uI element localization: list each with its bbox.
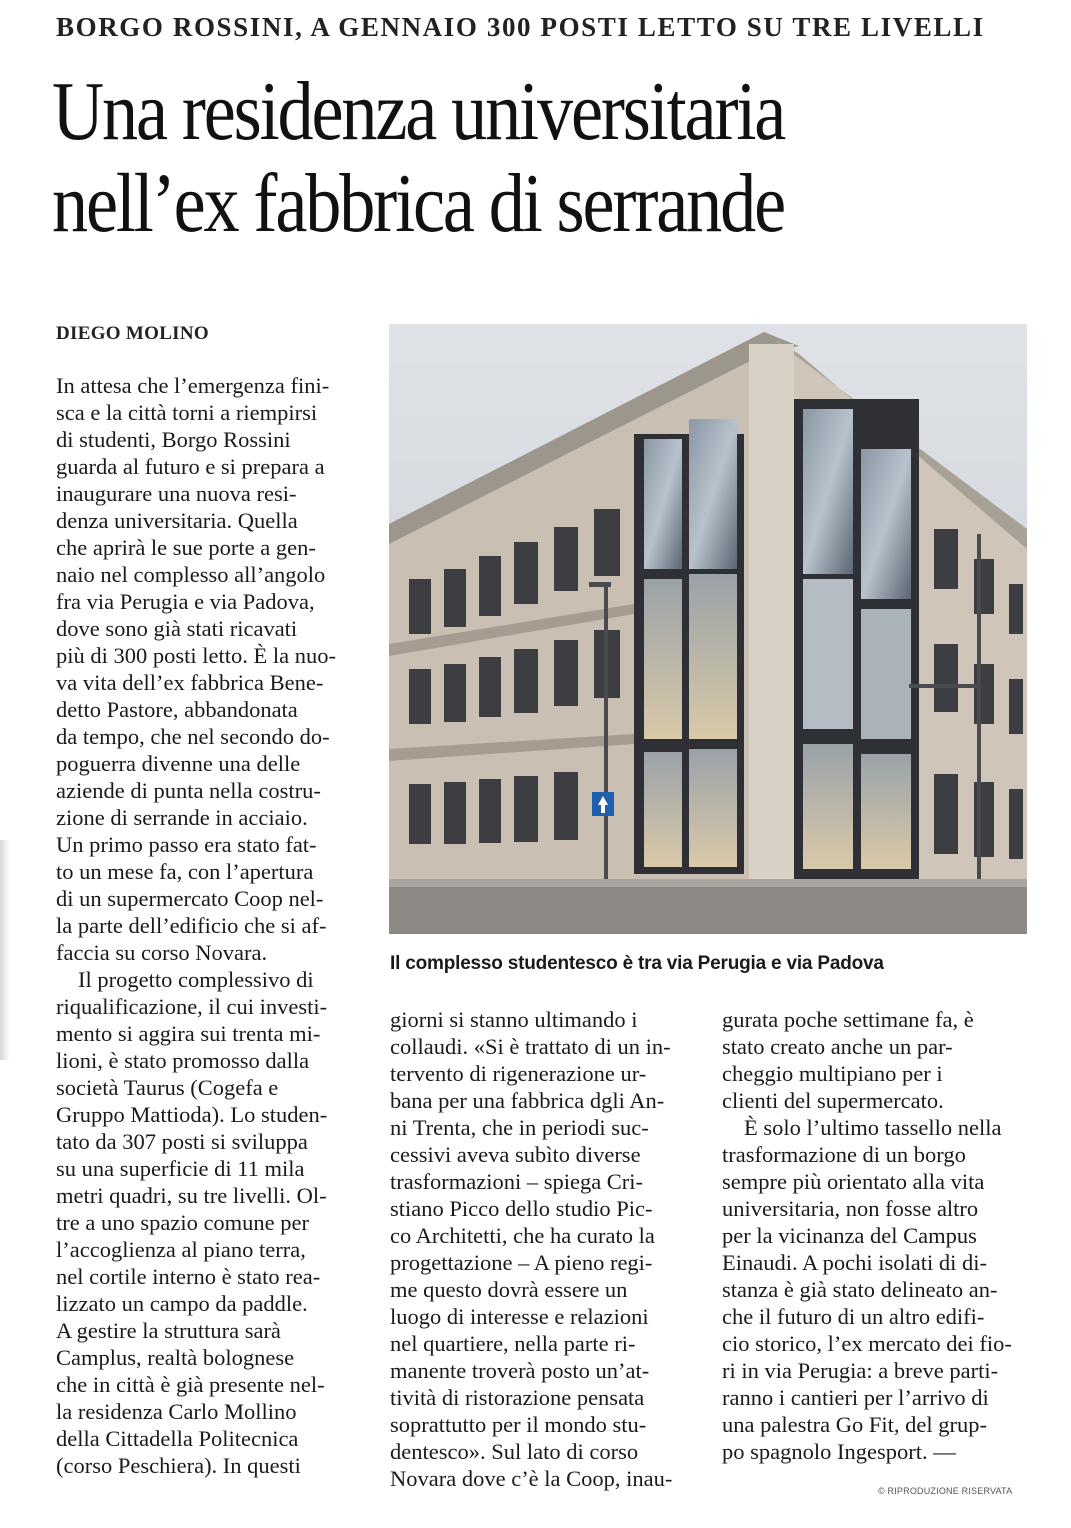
- article-line: per la vicinanza del Campus: [722, 1223, 977, 1248]
- kicker: BORGO ROSSINI, A GENNAIO 300 POSTI LETTO SU TRE LIVELLI: [56, 12, 985, 42]
- article-line: manente troverà posto un’at-: [390, 1358, 650, 1383]
- article-line: che aprirà le sue porte a gen-: [56, 535, 316, 560]
- article-line: Novara dove c’è la Coop, inau-: [390, 1466, 673, 1491]
- article-line: lioni, è stato promosso dalla: [56, 1048, 310, 1073]
- article-line: società Taurus (Cogefa e: [56, 1075, 279, 1100]
- article-line: tre a uno spazio comune per: [56, 1210, 310, 1235]
- article-line: su una superficie di 11 mila: [56, 1156, 305, 1181]
- article-line: di un supermercato Coop nel-: [56, 886, 324, 911]
- article-line: tervento di rigenerazione ur-: [390, 1061, 647, 1086]
- article-line: ri in via Perugia: a breve parti-: [722, 1358, 999, 1383]
- article-line: nel quartiere, nella parte ri-: [390, 1331, 636, 1356]
- article-line: lizzato un campo da paddle.: [56, 1291, 308, 1316]
- article-line: che in città è già presente nel-: [56, 1372, 325, 1397]
- article-line: metri quadri, su tre livelli. Ol-: [56, 1183, 327, 1208]
- article-line: A gestire la struttura sarà: [56, 1318, 281, 1343]
- article-line: È solo l’ultimo tassello nella: [744, 1115, 1002, 1140]
- article-line: aziende di punta nella costru-: [56, 778, 321, 803]
- article-line: stato creato anche un par-: [722, 1034, 953, 1059]
- article-line: dentesco». Sul lato di corso: [390, 1439, 639, 1464]
- article-line: fra via Perugia e via Padova,: [56, 589, 315, 614]
- article-line: cheggio multipiano per i: [722, 1061, 943, 1086]
- article-line: to un mese fa, con l’apertura: [56, 859, 314, 884]
- building-photo: [389, 324, 1027, 934]
- article-line: cessivi aveva subìto diverse: [390, 1142, 641, 1167]
- article-line: ranno i cantieri per l’arrivo di: [722, 1385, 989, 1410]
- article-line: dove sono già stati ricavati: [56, 616, 298, 641]
- article-line: tato da 307 posti si sviluppa: [56, 1129, 308, 1154]
- article-line: giorni si stanno ultimando i: [390, 1007, 638, 1032]
- article-line: poguerra divenne una delle: [56, 751, 301, 776]
- photo-caption: Il complesso studentesco è tra via Perugia e via Padova: [390, 953, 884, 974]
- article-line: bana per una fabbrica dgli An-: [390, 1088, 665, 1113]
- article-line: sempre più orientato alla vita: [722, 1169, 985, 1194]
- article-line: cio storico, l’ex mercato dei fio-: [722, 1331, 1012, 1356]
- article-line: la parte dell’edificio che si af-: [56, 913, 327, 938]
- article-line: l’accoglienza al piano terra,: [56, 1237, 306, 1262]
- article-line: me questo dovrà essere un: [390, 1277, 628, 1302]
- article-line: trasformazioni – spiega Cri-: [390, 1169, 644, 1194]
- article-line: progettazione – A pieno regi-: [390, 1250, 653, 1275]
- article-column-1: [56, 372, 362, 1479]
- article-line: ni Trenta, che in periodi suc-: [390, 1115, 649, 1140]
- article-line: co Architetti, che ha curato la: [390, 1223, 655, 1248]
- copyright-notice: © RIPRODUZIONE RISERVATA: [878, 1486, 1013, 1496]
- article-line: Un primo passo era stato fat-: [56, 832, 317, 857]
- article-line: faccia su corso Novara.: [56, 940, 268, 965]
- article-line: Il progetto complessivo di: [78, 967, 314, 992]
- article-line: mento si aggira sui trenta mi-: [56, 1021, 321, 1046]
- article-line: di studenti, Borgo Rossini: [56, 427, 291, 452]
- article-line: naio nel complesso all’angolo: [56, 562, 326, 587]
- article-line: da tempo, che nel secondo do-: [56, 724, 330, 749]
- article-line: stiano Picco dello studio Pic-: [390, 1196, 653, 1221]
- headline-line-2: nell’ex fabbrica di serrande: [52, 157, 785, 250]
- article-line: zione di serrande in acciaio.: [56, 805, 308, 830]
- article-line: una palestra Go Fit, del grup-: [722, 1412, 987, 1437]
- article-line: va vita dell’ex fabbrica Bene-: [56, 670, 324, 695]
- article-line: inaugurare una nuova resi-: [56, 481, 297, 506]
- article-line: che il futuro di un altro edifi-: [722, 1304, 985, 1329]
- page-edge-shadow: [0, 840, 10, 1060]
- article-line: po spagnolo Ingesport. —: [722, 1439, 956, 1464]
- article-line: gurata poche settimane fa, è: [722, 1007, 974, 1032]
- article-line: In attesa che l’emergenza fini-: [56, 373, 330, 398]
- headline: [52, 66, 912, 250]
- article-line: collaudi. «Si è trattato di un in-: [390, 1034, 671, 1059]
- article-line: trasformazione di un borgo: [722, 1142, 966, 1167]
- article-line: clienti del supermercato.: [722, 1088, 944, 1113]
- article-line: soprattutto per il mondo stu-: [390, 1412, 647, 1437]
- article-line: stanza è già stato delineato an-: [722, 1277, 998, 1302]
- article-column-2: [390, 1006, 694, 1492]
- article-line: Camplus, realtà bolognese: [56, 1345, 295, 1370]
- article-line: luogo di interesse e relazioni: [390, 1304, 649, 1329]
- article-line: denza universitaria. Quella: [56, 508, 298, 533]
- article-line: guarda al futuro e si prepara a: [56, 454, 325, 479]
- article-line: Gruppo Mattioda). Lo studen-: [56, 1102, 328, 1127]
- article-line: (corso Peschiera). In questi: [56, 1453, 301, 1478]
- article-line: sca e la città torni a riempirsi: [56, 400, 318, 425]
- article-line: Einaudi. A pochi isolati di di-: [722, 1250, 987, 1275]
- article-line: riqualificazione, il cui investi-: [56, 994, 328, 1019]
- article-line: della Cittadella Politecnica: [56, 1426, 299, 1451]
- article-line: la residenza Carlo Mollino: [56, 1399, 297, 1424]
- article-line: nel cortile interno è stato rea-: [56, 1264, 321, 1289]
- article-column-3: [722, 1006, 1027, 1465]
- article-line: universitaria, non fosse altro: [722, 1196, 979, 1221]
- article-line: più di 300 posti letto. È la nuo-: [56, 643, 336, 668]
- article-line: tività di ristorazione pensata: [390, 1385, 645, 1410]
- article-line: detto Pastore, abbandonata: [56, 697, 298, 722]
- byline: DIEGO MOLINO: [56, 323, 209, 344]
- headline-line-1: Una residenza universitaria: [52, 65, 785, 158]
